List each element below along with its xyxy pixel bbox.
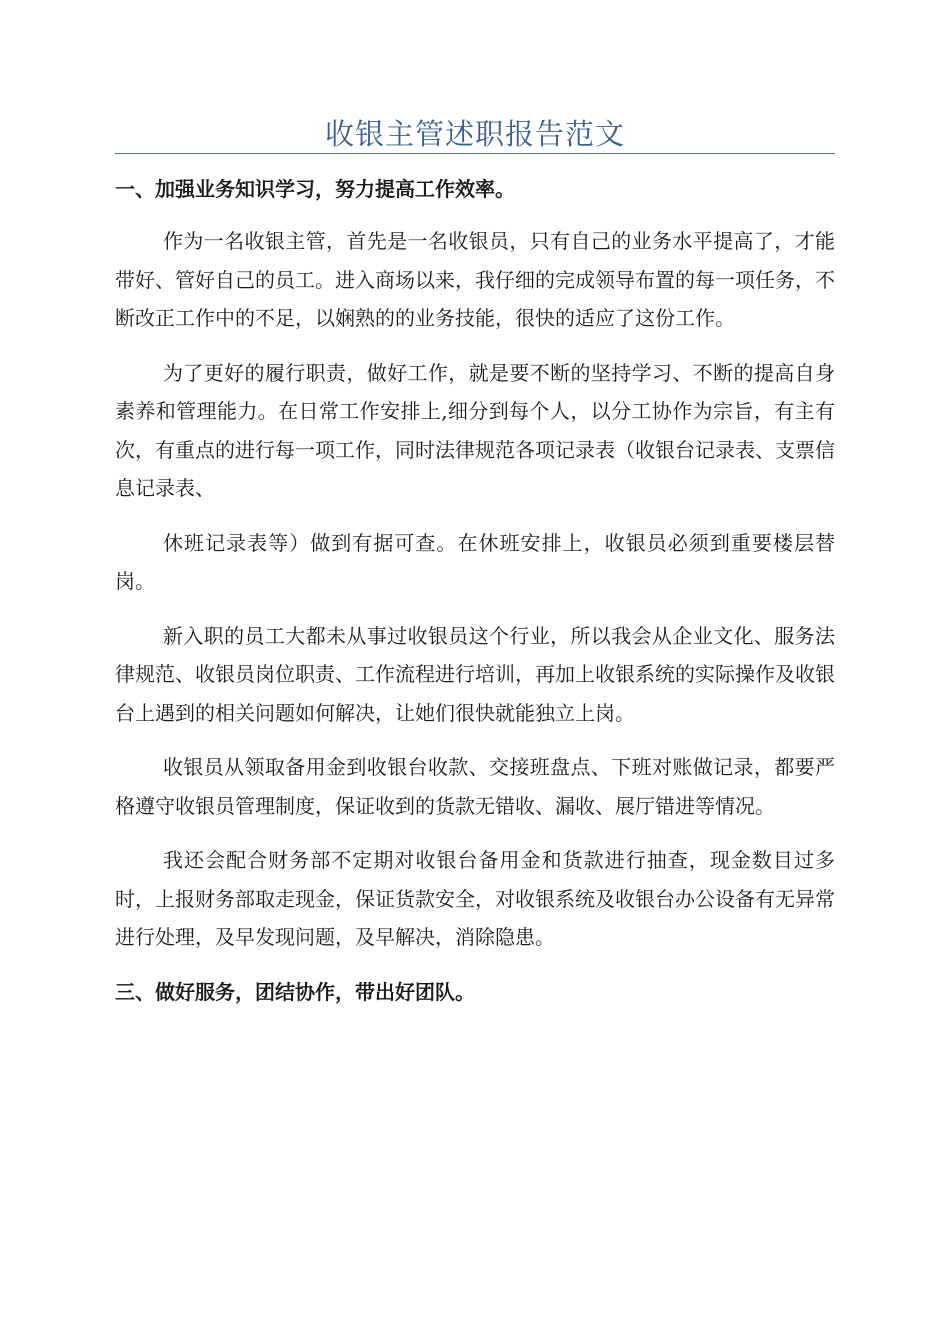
title-underline: [115, 153, 835, 154]
paragraph-4: 新入职的员工大都未从事过收银员这个行业，所以我会从企业文化、服务法律规范、收银员岗位职责、工作流程进行培训，再加上收银系统的实际操作及收银台上遇到的相关问题如何解决，让她们很快就能独立上岗。: [115, 623, 835, 725]
section-heading-1: 一、加强业务知识学习，努力提高工作效率。: [115, 177, 515, 201]
paragraph-1: 作为一名收银主管，首先是一名收银员，只有自己的业务水平提高了，才能带好、管好自己的员工。进入商场以来，我仔细的完成领导布置的每一项任务，不断改正工作中的不足，以娴熟的的业务技能，很快的适应了这份工作。: [115, 229, 835, 330]
document-title: 收银主管述职报告范文: [324, 117, 625, 151]
paragraph-5: 收银员从领取备用金到收银台收款、交接班盘点、下班对账做记录，都要严格遵守收银员管理制度，保证收到的货款无错收、漏收、展厅错进等情况。: [115, 755, 835, 818]
section-heading-3: 三、做好服务，团结协作，带出好团队。: [115, 979, 475, 1004]
paragraph-3: 休班记录表等）做到有据可查。在休班安排上，收银员必须到重要楼层替岗。: [115, 530, 835, 593]
paragraph-2: 为了更好的履行职责，做好工作，就是要不断的坚持学习、不断的提高自身素养和管理能力。在日常工作安排上,细分到每个人，以分工协作为宗旨，有主有次，有重点的进行每一项工作，同时法律规范各项记录表（收银台记录表、支票信息记录表、: [115, 360, 835, 500]
paragraph-6: 我还会配合财务部不定期对收银台备用金和货款进行抽查，现金数目过多时，上报财务部取走现金，保证货款安全，对收银系统及收银台办公设备有无异常进行处理，及早发现问题，及早解决，消除隐患。: [115, 848, 835, 949]
document-body: [115, 170, 835, 1025]
